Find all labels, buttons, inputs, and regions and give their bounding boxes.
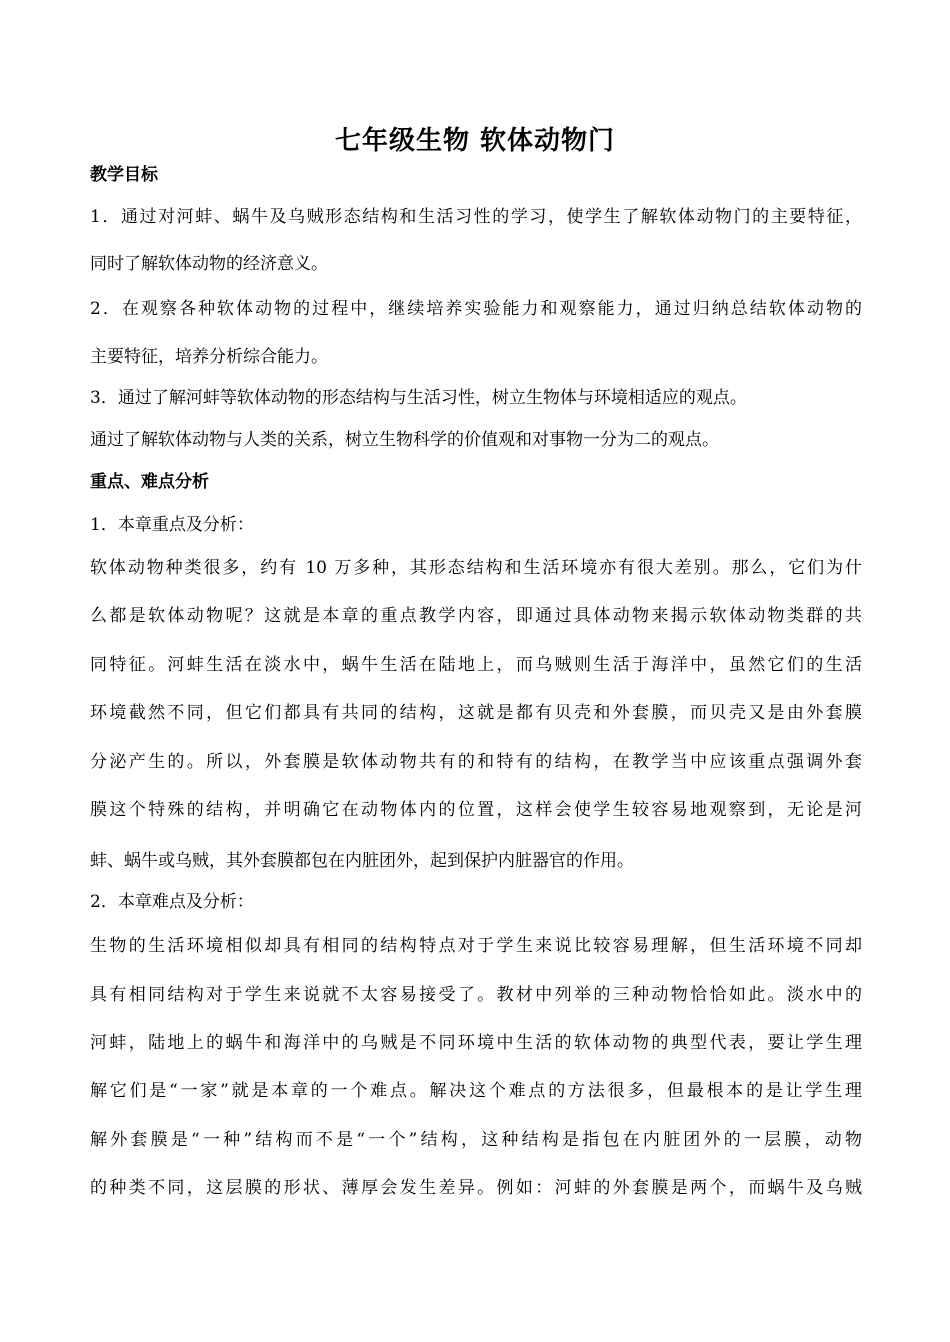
paragraph-line: 膜这个特殊的结构，并明确它在动物体内的位置，这样会使学生较容易地观察到，无论是河 <box>90 800 862 820</box>
paragraph-line: 同特征。河蚌生活在淡水中，蜗牛生活在陆地上，而乌贼则生活于海洋中，虽然它们的生活 <box>90 655 862 675</box>
paragraph-line: 的种类不同，这层膜的形状、薄厚会发生差异。例如：河蚌的外套膜是两个，而蜗牛及乌贼 <box>90 1178 862 1198</box>
paragraph-line: 解它们是“一家”就是本章的一个难点。解决这个难点的方法很多，但最根本的是让学生理 <box>90 1081 862 1101</box>
subheading-line: 1．本章重点及分析： <box>90 515 254 535</box>
paragraph-line: 通过了解软体动物与人类的关系，树立生物科学的价值观和对事物一分为二的观点。 <box>90 430 719 450</box>
paragraph-line: 解外套膜是“一种”结构而不是“一个”结构，这种结构是指包在内脏团外的一层膜，动物 <box>90 1130 862 1150</box>
subheading-line: 2．本章难点及分析： <box>90 892 254 912</box>
document-title: 七年级生物 软体动物门 <box>334 126 616 156</box>
paragraph-line: 分泌产生的。所以，外套膜是软体动物共有的和特有的结构，在教学当中应该重点强调外套 <box>90 752 862 772</box>
paragraph-line: 1．通过对河蚌、蜗牛及乌贼形态结构和生活习性的学习，使学生了解软体动物门的主要特征， <box>90 207 862 227</box>
paragraph-line: 主要特征，培养分析综合能力。 <box>90 347 328 367</box>
paragraph-line: 蚌、蜗牛或乌贼，其外套膜都包在内脏团外，起到保护内脏器官的作用。 <box>90 851 634 871</box>
paragraph-line: 同时了解软体动物的经济意义。 <box>90 254 328 274</box>
paragraph-line: 2．在观察各种软体动物的过程中，继续培养实验能力和观察能力，通过归纳总结软体动物的 <box>90 299 862 319</box>
paragraph-line: 生物的生活环境相似却具有相同的结构特点对于学生来说比较容易理解，但生活环境不同却 <box>90 936 862 956</box>
paragraph-line: 环境截然不同，但它们都具有共同的结构，这就是都有贝壳和外套膜，而贝壳又是由外套膜 <box>90 703 862 723</box>
section-heading-key-points: 重点、难点分析 <box>90 472 209 492</box>
paragraph-line: 河蚌，陆地上的蜗牛和海洋中的乌贼是不同环境中生活的软体动物的典型代表，要让学生理 <box>90 1033 862 1053</box>
paragraph-line: 软体动物种类很多，约有 10 万多种，其形态结构和生活环境亦有很大差别。那么，它们为什 <box>90 558 862 578</box>
section-heading-teaching-goals: 教学目标 <box>90 165 158 185</box>
paragraph-line: 具有相同结构对于学生来说就不太容易接受了。教材中列举的三种动物恰恰如此。淡水中的 <box>90 985 862 1005</box>
paragraph-line: 么都是软体动物呢？这就是本章的重点教学内容，即通过具体动物来揭示软体动物类群的共 <box>90 606 862 626</box>
paragraph-line: 3．通过了解河蚌等软体动物的形态结构与生活习性，树立生物体与环境相适应的观点。 <box>90 388 747 408</box>
